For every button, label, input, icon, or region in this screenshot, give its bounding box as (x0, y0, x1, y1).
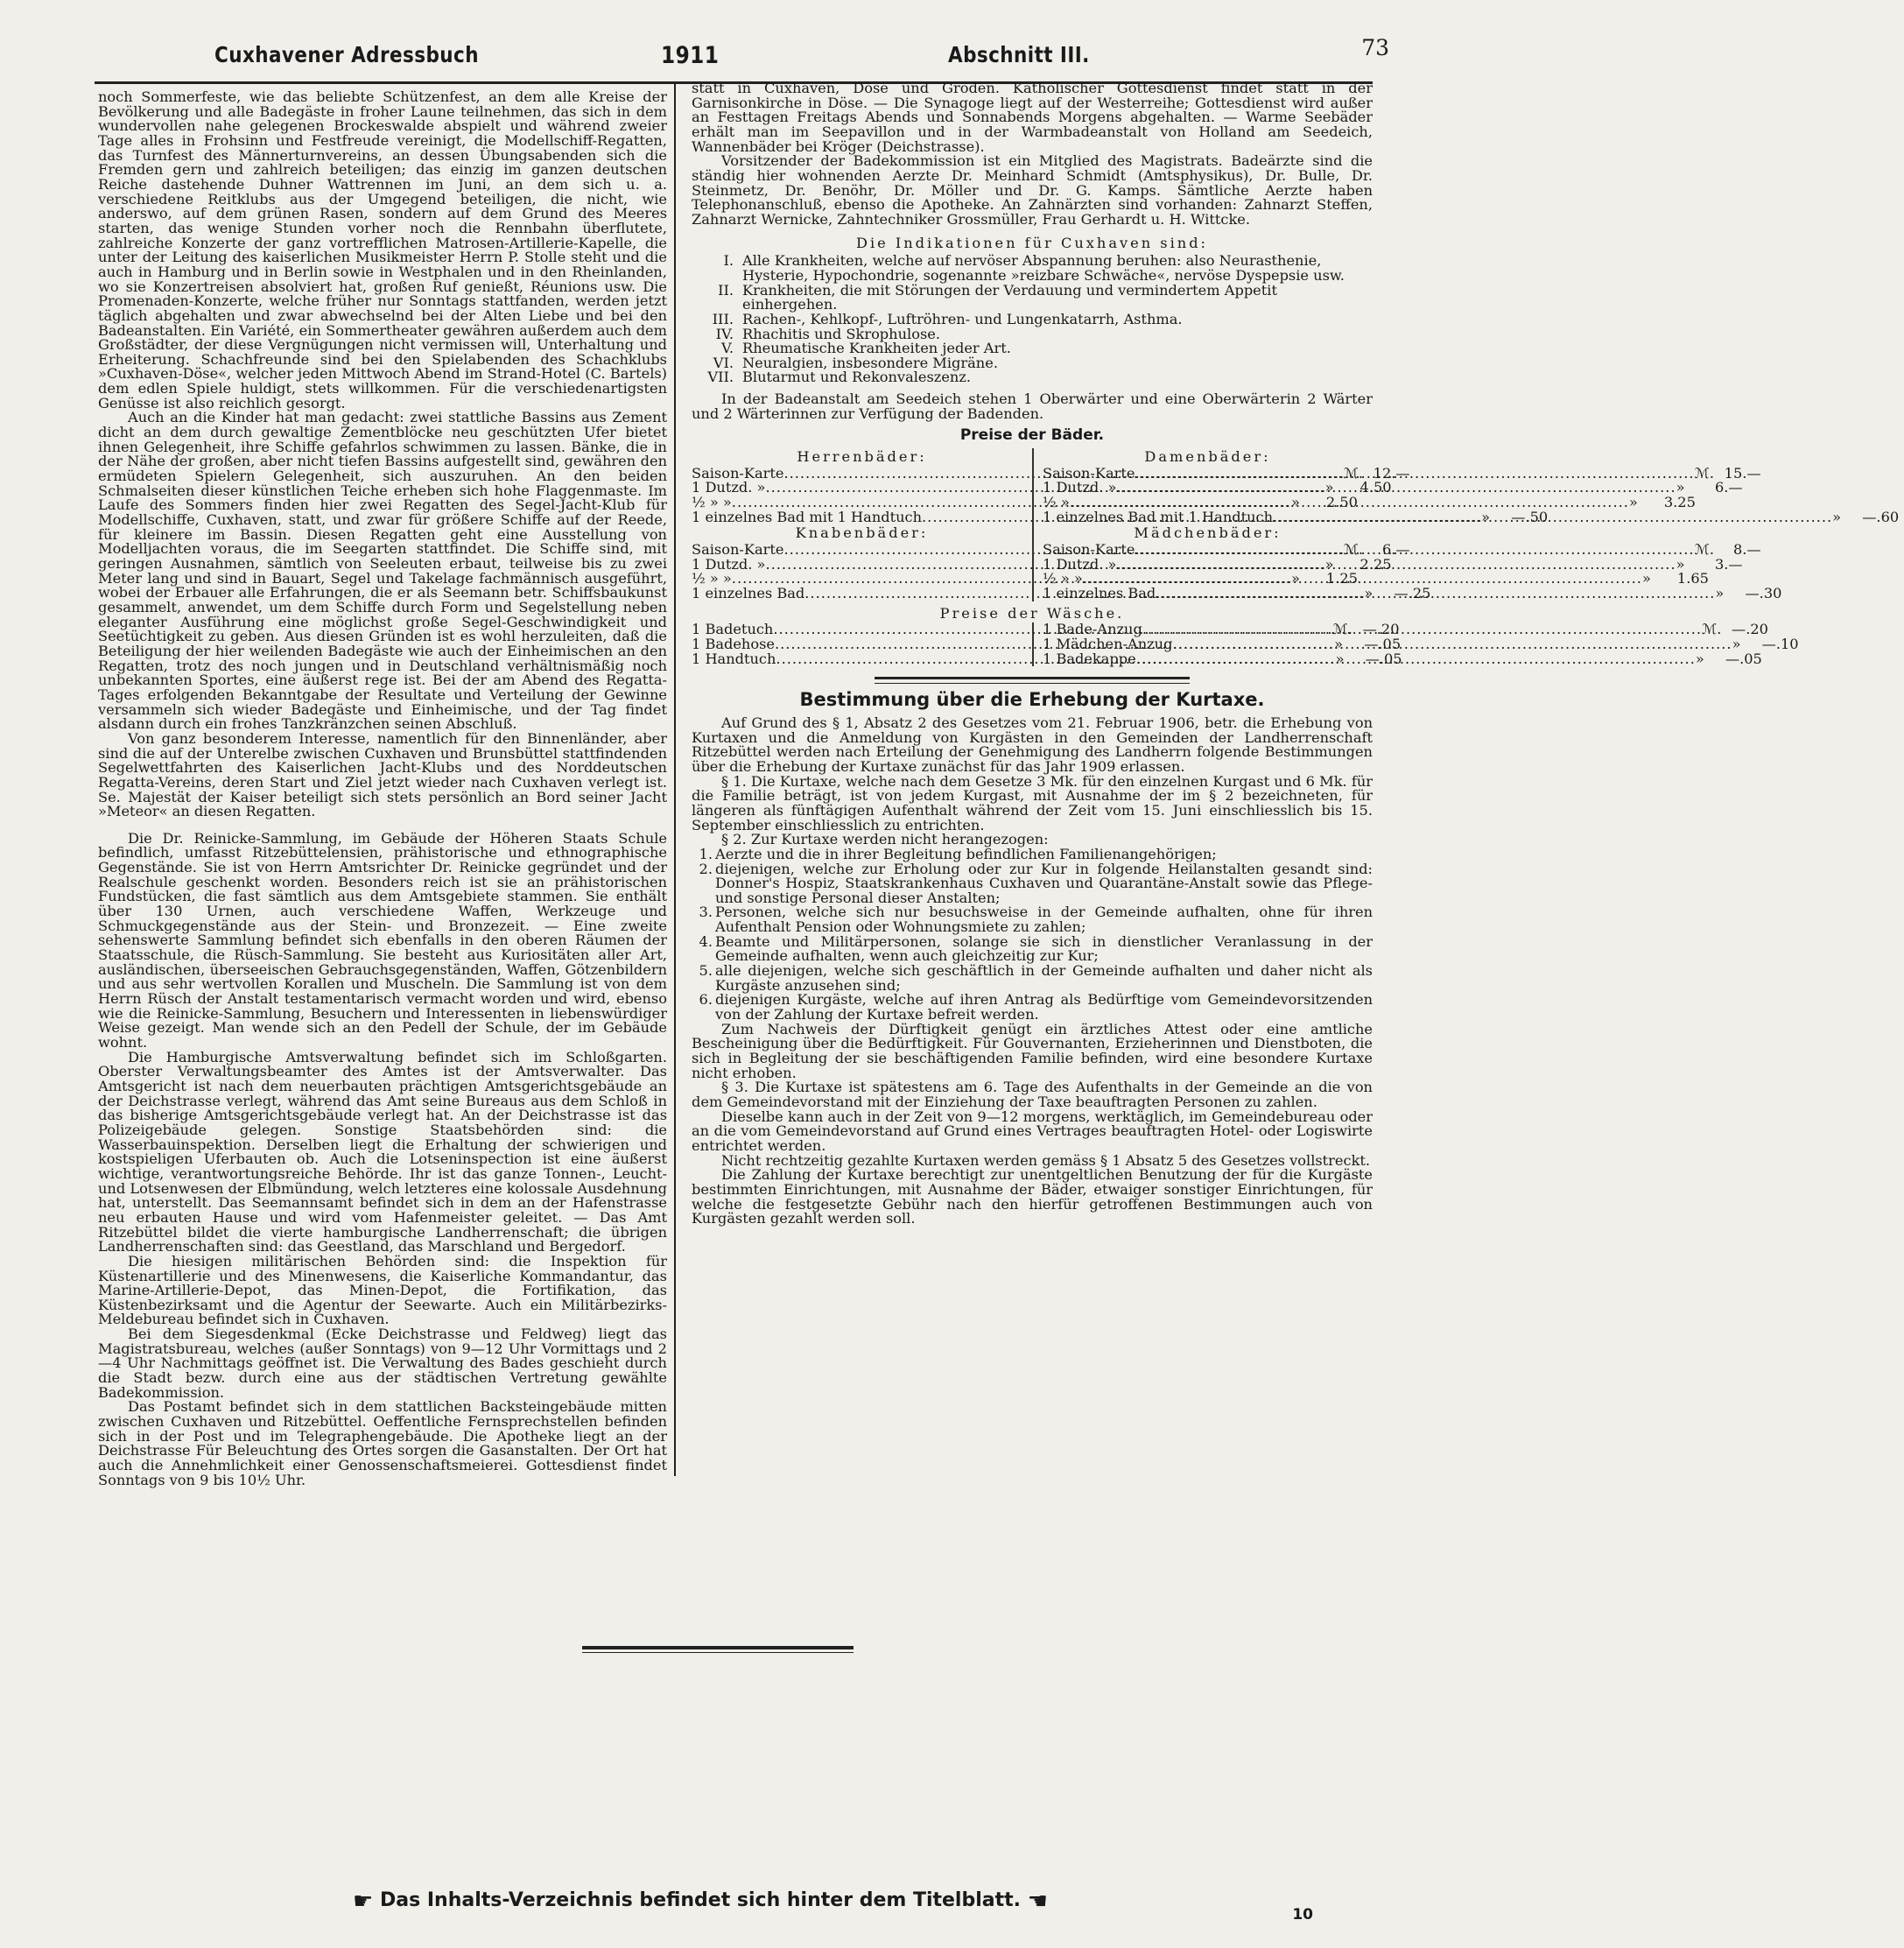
indication-item: VII. Blutarmut und Rekonvaleszenz. (707, 369, 971, 386)
indication-item: IV. Rhachitis und Skrophulose. (715, 325, 940, 342)
column-divider (674, 84, 676, 1476)
prices-title: Preise der Bäder. (959, 426, 1105, 445)
price-row: 1 Dutzd. » ..... » 2.25 (692, 558, 1032, 573)
kurtaxe-paragraph-1: § 1. Die Kurtaxe, welche nach dem Gesetze 3 Mk. für den einzelnen Kurgast und 6 Mk. für die Familie beträgt, ist von jedem Kurgast, mit Ausnahme der im § 2 bezeichneten, für längeren als fünftägigen Aufenthalt während der Zeit vom 15. Juni einschliesslich bis 15. September einschliesslich zu entrichten. (692, 772, 1373, 833)
kurtaxe-paragraph-4: § 3. Die Kurtaxe ist spätestens am 6. Tage des Aufenthalts in der Gemeinde an die von dem Gemeindevorstand mit der Einziehung der Taxe beauftragten Personen zu zahlen. (692, 1079, 1373, 1110)
bottom-rule-thin (582, 1652, 854, 1653)
price-row: 1 Badetuch ..... ℳ. —.20 (692, 622, 1032, 637)
price-row: Saison-Karte ..... ℳ. 12.— (692, 467, 1032, 482)
damen-title: Damenbäder: (1144, 448, 1271, 466)
price-row: 1 Handtuch ..... » —.05 (692, 652, 1032, 667)
price-row: 1 Dutzd. » ..... » 3.— (1043, 558, 1373, 573)
price-row: ½ » ..... » 3.25 (1043, 496, 1373, 510)
page-header (197, 35, 1389, 86)
bottom-rule (582, 1646, 854, 1649)
left-paragraph-1: noch Sommerfeste, wie das beliebte Schützenfest, an dem alle Kreise der Bevölkerung und alle Badegäste in froher Laune teilnehmen, das sich in dem wundervollen nahe gelegenen Brockeswalde abspielt und während zweier Tage alles in Frohsinn und Festfreude vereinigt, die Modellschiff-Regatten, das Turnfest des Männerturnvereins, an dessen Übungsabenden sich die Fremden gern und zahlreich beteiligen; das einzig im ganzen deutschen Reiche dastehende Duhner Wattrennen im Juni, an dem sich u. a. verschiedene Reitklubs aus der Umgegend beteiligen, die nicht, wie anderswo, auf dem grünen Rasen, sondern auf dem Grund des Meeres starten, das wenige Stunden vorher noch die Rennbahn überflutete, zahlreiche Konzerte der ganz vortrefflichen Matrosen-Artillerie-Kapelle, die unter der Leitung des kaiserlichen Musikmeister Herrn P. Stolle steht und die auch in Hamburg und in Berlin sowie in Westphalen und in den Rheinlanden, wo sie Konzertreisen absolviert hat, großen Ruf genießt, Réunions usw. Die Promenaden-Konzerte, welche früher nur Sonntags stattfanden, werden jetzt täglich abgehalten und zwar abwechselnd bei der Alten Liebe und bei den Badeanstalten. Ein Variété, ein Sommertheater gewähren außerdem auch dem Großstädter, der diese Vergnügungen nicht vermissen will, Unterhaltung und Erheiterung. Schachfreunde sind bei den Spielabenden des Schachklubs »Cuxhaven-Döse«, welcher jeden Mittwoch Abend im Strand-Hotel (C. Bartels) dem edlen Spiele huldigt, stets willkommen. Für die verschiedenartigsten Genüsse ist also reichlich gesorgt. (98, 88, 667, 411)
left-paragraph-2: Auch an die Kinder hat man gedacht: zwei stattliche Bassins aus Zement dicht an dem durch gewaltige Zementblöcke neu geschützten Ufer bietet ihnen Gelegenheit, ihre Schiffe gefahrlos schwimmen zu lassen. Bänke, die in der Nähe der großen, aber nicht tiefen Bassins aufgestellt sind, gewähren den ermüdeten Spielern Gelegenheit, sich auszuruhen. An den beiden Schmalseiten dieser künstlichen Teiche erheben sich hohe Flaggenmaste. Im Laufe des Sommers finden hier zwei Regatten des Segel-Jacht-Klub für Modellschiffe, Cuxhaven, statt, und zwar für größere Schiffe auf der Reede, für kleinere im Bassin. Diesen Regatten geht eine Ausstellung von Modelljachten voraus, die im Seegarten stattfindet. Die Schiffe sind, mit geringen Ausnahmen, sämtlich von Seeleuten erbaut, teilweise bis zu zwei Meter lang und sind in Bauart, Segel und Takelage fachmännisch ausgeführt, wobei der Erbauer alle Erfahrungen, die er als Seemann betr. Schiffsbaukunst gesammelt, anwendet, um dem Schiffe durch Form und Segelstellung neben eleganter Ausführung eine möglichst große Segel-Geschwindigkeit und Seetüchtigkeit zu geben. Aus diesen Gründen ist es wohl herzuleiten, daß die Beteiligung der hier weilenden Badegäste wie auch der Einheimischen an den Regatten, trotz des noch jungen und in Deutschland verhältnismäßig noch unbekannten Sportes, eine äußerst rege ist. Bei der am Abend des Regatta-Tages erfolgenden Bekanntgabe der Resultate und Verteilung der Gewinne versammeln sich wieder Badegäste und Einheimische, und der Tag findet alsdann durch ein frohes Tanzkränzchen seinen Abschluß. (98, 409, 667, 733)
pointing-hand-left-icon: ☚ (1027, 1888, 1048, 1915)
section-rule (875, 677, 1190, 684)
left-paragraph-3: Von ganz besonderem Interesse, namentlich für den Binnenländer, aber sind die auf der Unterelbe zwischen Cuxhaven und Brunsbüttel stattfindenden Segelwettfahrten des Kaiserlichen Jacht-Klubs und des Norddeutschen Regatta-Vereins, deren Start und Ziel jetzt wieder nach Cuxhaven verlegt ist. Se. Majestät der Kaiser beteiligt sich stets persönlich an Bord seiner Jacht »Meteor« an diesen Regatten. (98, 729, 667, 820)
right-doctors: Vorsitzender der Badekommission ist ein Mitglied des Magistrats. Badeärzte sind die ständig hier wohnenden Aerzte Dr. Meinhard Schmidt (Amtsphysikus), Dr. Bulle, Dr. Steinmetz, Dr. Benöhr, Dr. Möller und Dr. G. Kamps. Sämtliche Aerzte haben Telephonanschluß, ebenso die Apotheke. An Zahnärzten sind vorhanden: Zahnarzt Steffen, Zahnarzt Wernicke, Zahntechniker Grossmüller, Frau Gerhardt u. H. Wittcke. (692, 152, 1373, 228)
price-row: 1 Badehose ..... » —.05 (692, 637, 1032, 652)
header-section: Abschnitt III. (948, 42, 1090, 67)
exemption-item: 5. alle diejenigen, welche sich geschäftlich in der Gemeinde aufhalten und daher nicht als Kurgäste anzusehen sind; (699, 962, 1373, 994)
header-year: 1911 (661, 42, 720, 69)
indication-item: VI. Neuralgien, insbesondere Migräne. (713, 354, 998, 371)
kurtaxe-paragraph-3: Zum Nachweis der Dürftigkeit genügt ein ärztliches Attest oder eine amtliche Bescheinigung über die Bedürftigkeit. Für Gouvernanten, Erzieherinnen und Dienstboten, die sich in Begleitung der sie beschäftigenden Familie befinden, wird eine besondere Kurtaxe nicht erhoben. (692, 1020, 1373, 1081)
header-page-number: 73 (1361, 35, 1389, 60)
left-paragraph-8: Das Postamt befindet sich in dem stattlichen Backsteingebäude mitten zwischen Cuxhaven und Ritzebüttel. Oeffentliche Fernsprechstellen befinden sich in der Post und im Telegraphengebäude. Die Apotheke liegt an der Deichstrasse Für Beleuchtung des Ortes sorgen die Gasanstalten. Der Ort hat auch die Annehmlichkeit einer Genossenschaftsmeierei. Gottesdienst findet Sonntags von 9 bis 10½ Uhr. (98, 1398, 667, 1488)
waesche-left (692, 621, 1402, 667)
indication-item: III. Rachen-, Kehlkopf-, Luftröhren- und Lungenkatarrh, Asthma. (712, 310, 1183, 327)
price-row: 1 einzelnes Bad mit 1 Handtuch ..... » —.50 (692, 510, 1032, 525)
exemption-item: 4. Beamte und Militärpersonen, solange sie sich in dienstlicher Veranlassung in der Gemeinde aufhalten, wenn auch gleichzeitig zur Kur; (699, 932, 1373, 965)
indications-title: Die Indikationen für Cuxhaven sind: (855, 234, 1209, 251)
exemption-item: 2. diejenigen, welche zur Erholung oder zur Kur in folgende Heilanstalten gesandt sind: Donner's Hospiz, Staatskrankenhaus Cuxhaven und Quarantäne-Anstalt sowie das Pflege- und sonstige Personal dieser Anstalten; (699, 860, 1373, 906)
kurtaxe-intro: Auf Grund des § 1, Absatz 2 des Gesetzes vom 21. Februar 1906, betr. die Erhebung von Kurtaxen und die Anmeldung von Kurgästen in den Gemeinden der Landherrenschaft Ritzebüttel werden nach Erteilung der Genehmigung des Landherrn folgende Bestimmungen über die Erhebung der Kurtaxe zunächst für das Jahr 1909 erlassen. (692, 714, 1373, 775)
maedchen-title: Mädchenbäder: (1134, 524, 1282, 542)
herren-title: Herrenbäder: (797, 448, 927, 466)
kurtaxe-exemptions (692, 847, 1373, 1023)
price-row: ½ » » ..... » 1.25 (692, 572, 1032, 587)
price-row: 1 Bade-Anzug ..... ℳ. —.20 (1043, 622, 1373, 637)
right-column (692, 80, 1900, 1473)
price-table-waesche (692, 621, 1799, 667)
left-paragraph-5: Die Hamburgische Amtsverwaltung befindet sich im Schloßgarten. Oberster Verwaltungsbeamter des Amtes ist der Amtsverwalter. Das Amtsgericht ist nach dem neuerbauten prächtigen Amtsgerichtsgebäude an der Deichstrasse verlegt, während das Amt seine Bureaus aus dem Schloß in das bisherige Amtsgerichtsgebäude verlegt hat. An der Deichstrasse ist das Polizeigebäude gelegen. Sonstige Staatsbehörden sind: die Wasserbauinspektion. Derselben liegt die Erhaltung der schwierigen und kostspieligen Uferbauten ob. Auch die Lotseninspection ist eine äußerst wichtige, verantwortungsreiche Behörde. Ihr ist das ganze Tonnen-, Leucht- und Lotsenwesen der Elbmündung, welch letzteres eine kolossale Ausdehnung hat, unterstellt. Das Seemannsamt befindet sich in dem an der Hafenstrasse neu erbauten Hause und wird vom Hafenmeister geleitet. — Das Amt Ritzebüttel bildet die vierte hamburgische Landherrenschaft; die übrigen Landherrenschaften sind: das Geestland, das Marschland und Bergedorf. (98, 1048, 667, 1255)
kurtaxe-paragraph-7: Die Zahlung der Kurtaxe berechtigt zur unentgeltlichen Benutzung der für die Kurgäste bestimmten Einrichtungen, mit Ausnahme der Bäder, etwaiger sonstiger Einrichtungen, für welche die festgesetzte Gebühr nach den hierfür getroffenen Bestimmungen auch von Kurgästen gezahlt werden soll. (692, 1166, 1373, 1227)
right-intro: statt in Cuxhaven, Döse und Groden. Katholischer Gottesdienst findet statt in der Garnisonkirche in Döse. — Die Synagoge liegt auf der Westerreihe; Gottesdienst wird außer an Festtagen Freitags Abends und Sonnabends Morgens abgehalten. — Warme Seebäder erhält man im Seepavillon und in der Warmbadeanstalt von Holland am Seedeich, Wannenbäder bei Kröger (Deichstrasse). (692, 80, 1373, 155)
exemption-item: 3. Personen, welche sich nur besuchsweise in der Gemeinde aufhalten, ohne für ihren Aufenthalt Pension oder Wohnungsmiete zu zahlen; (699, 904, 1373, 936)
kurtaxe-paragraph-2: § 2. Zur Kurtaxe werden nicht herangezogen: (721, 831, 1049, 848)
footer-text: Das Inhalts-Verzeichnis befindet sich hinter dem Titelblatt. (379, 1889, 1021, 1911)
indication-item: II. Krankheiten, die mit Störungen der Verdauung und vermindertem Appetit einhergehen. (718, 281, 1277, 313)
price-row: Saison-Karte ..... ℳ. 6.— (692, 543, 1032, 558)
price-row: Saison-Karte ..... ℳ. 8.— (1043, 543, 1373, 558)
price-table-knaben-maedchen (692, 524, 1782, 601)
exemption-item: 6. diejenigen Kurgäste, welche auf ihren Antrag als Bedürftige vom Gemeindevorsitzenden von der Zahlung der Kurtaxe befreit werden. (699, 991, 1373, 1023)
left-paragraph-7: Bei dem Siegesdenkmal (Ecke Deichstrasse und Feldweg) liegt das Magistratsbureau, welches (außer Sonntags) von 9—12 Uhr Vormittags und 2—4 Uhr Nachmittags geöffnet ist. Die Verwaltung des Bades geschieht durch die Stadt bezw. durch eine aus der städtischen Vertretung gewählte Badekommission. (98, 1326, 667, 1401)
footer-notice (0, 1888, 1401, 1927)
indication-item: V. Rheumatische Krankheiten jeder Art. (720, 340, 1011, 357)
attendants-text: In der Badeanstalt am Seedeich stehen 1 Oberwärter und eine Oberwärterin 2 Wärter und 2 Wärterinnen zur Verfügung der Badenden. (692, 390, 1373, 422)
price-row: 1 Badekappe ..... » —.05 (1043, 652, 1373, 667)
left-column (98, 88, 667, 1488)
header-title: Cuxhavener Adressbuch (214, 42, 479, 67)
left-paragraph-4: Die Dr. Reinicke-Sammlung, im Gebäude der Höheren Staats Schule befindlich, umfasst Ritzebüttelensien, prähistorische und ethnographische Gegenstände. Sie ist von Herrn Amtsrichter Dr. Reinicke gegründet und der Realschule geschenkt worden. Besonders reich ist sie an prähistorischen Fundstücken, die fast sämtlich aus dem Amtsgebiete stammen. Sie enthält über 130 Urnen, auch verschiedene Waffen, Werkzeuge und Schmuckgegenstände aus der Stein- und Bronzezeit. — Eine zweite sehenswerte Sammlung befindet sich ebenfalls in den oberen Räumen der Staatsschule, die Rüsch-Sammlung. Sie besteht aus Kuriositäten aller Art, ausländischen, überseeischen Gebrauchsgegenständen, Waffen, Götzenbildern und aus sehr wertvollen Korallen und Muscheln. Die Sammlung ist von dem Herrn Rüsch der Anstalt testamentarisch vermacht worden und wird, ebenso wie die Reinicke-Sammlung, Besuchern und Interessenten in liebenswürdiger Weise gezeigt. Man wende sich an den Pedell der Schule, der im Gebäude wohnt. (98, 829, 667, 1051)
kurtaxe-title: Bestimmung über die Erhebung der Kurtaxe. (799, 689, 1265, 711)
indications-list (692, 254, 1373, 385)
kurtaxe-paragraph-5: Dieselbe kann auch in der Zeit von 9—12 morgens, werktäglich, im Gemeindebureau oder an die vom Gemeindevorstand auf Grund eines Vertrages beauftragten Hotel- oder Logiswirte entrichtet werden. (692, 1108, 1373, 1154)
indication-item: I. Alle Krankheiten, welche auf nervöser Abspannung beruhen: also Neurasthenie, Hysterie, Hypochondrie, sogenannte »reizbare Schwäche«, nervöse Dyspepsie usw. (723, 252, 1345, 284)
price-row: 1 einzelnes Bad ..... » —.30 (1043, 587, 1373, 601)
price-row: ½ » » ..... » 1.65 (1043, 572, 1373, 587)
left-paragraph-6: Die hiesigen militärischen Behörden sind: die Inspektion für Küstenartillerie und des Minenwesens, die Kaiserliche Kommandantur, das Marine-Artillerie-Depot, das Minen-Depot, die Fortifikation, das Küstenbezirksamt und die Agentur der Seewarte. Auch ein Militärbezirks-Meldebureau befindet sich in Cuxhaven. (98, 1252, 667, 1328)
price-table-herren-damen (692, 448, 1900, 525)
price-row: 1 einzelnes Bad ..... » —.25 (692, 587, 1032, 601)
price-row: 1 Dutzd. » ..... » 6.— (1043, 481, 1373, 496)
knaben-title: Knabenbäder: (795, 524, 929, 542)
pointing-hand-right-icon: ☛ (353, 1888, 374, 1915)
exemption-item: 1. Aerzte und die in ihrer Begleitung befindlichen Familienangehörigen; (699, 845, 1217, 862)
footer-page-number: 10 (1292, 1906, 1313, 1923)
price-row: 1 einzelnes Bad mit 1 Handtuch ..... » —.60 (1043, 510, 1373, 525)
price-row: 1 Dutzd. » ..... » 4.50 (692, 481, 1032, 496)
price-row: 1 Mädchen-Anzug ..... » —.10 (1043, 637, 1373, 652)
waesche-title: Preise der Wäsche. (939, 604, 1125, 622)
kurtaxe-paragraph-6: Nicht rechtzeitig gezahlte Kurtaxen werden gemäss § 1 Absatz 5 des Gesetzes vollstreckt. (721, 1151, 1371, 1169)
price-row: ½ » » ..... » 2.50 (692, 496, 1032, 510)
price-row: Saison-Karte ..... ℳ. 15.— (1043, 467, 1373, 482)
